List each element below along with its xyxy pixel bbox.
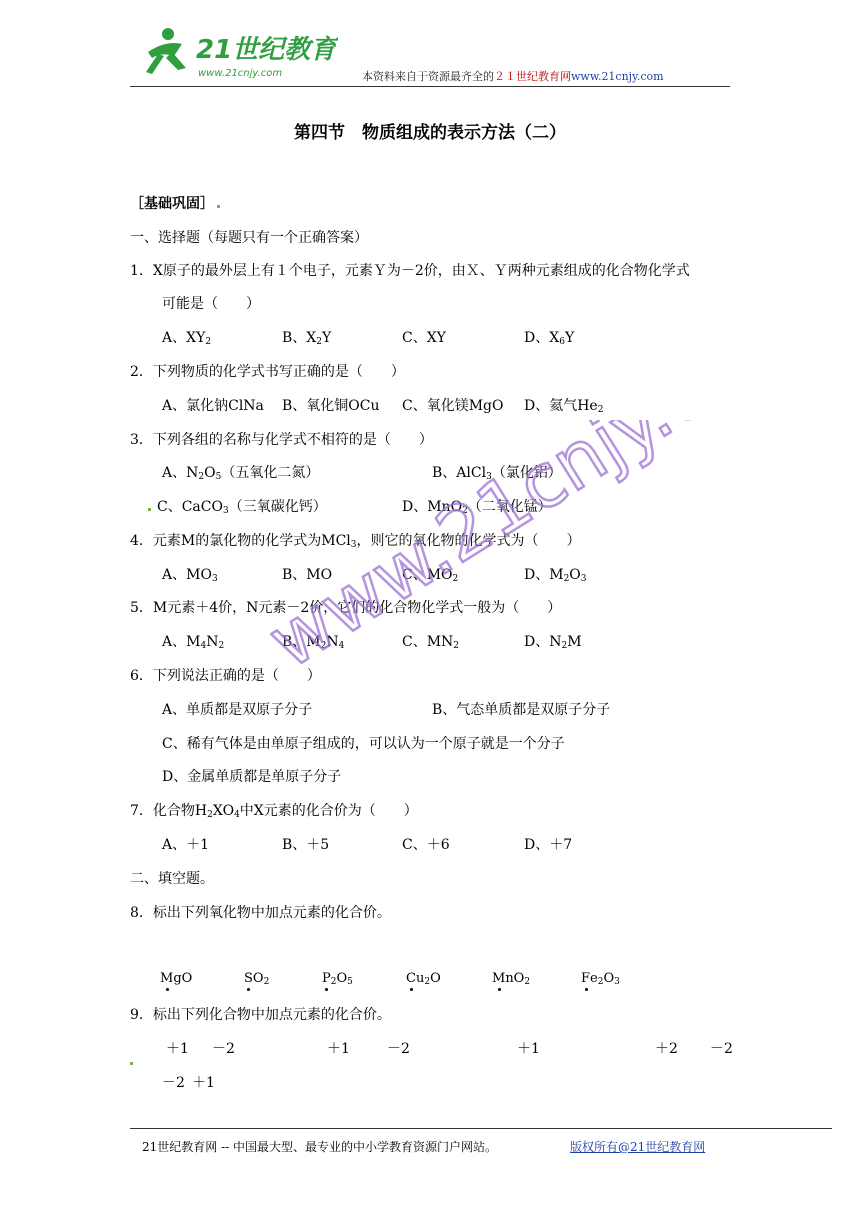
q3-option-c: C、CaCO$_3$（三氧碳化钙） xyxy=(148,497,327,521)
q4-option-d: D、$M_2O_3$ xyxy=(524,567,587,584)
q2-option-b: B、氧化铜OCu xyxy=(282,398,380,414)
q7-option-d: D、＋7 xyxy=(524,837,573,853)
runner-icon xyxy=(146,28,186,74)
q9-valence-4: －2 xyxy=(387,1041,410,1057)
watermark-text: www.21cnjy.com xyxy=(270,420,710,680)
logo-url: www.21cnjy.com xyxy=(198,68,283,79)
q9-stem: 9．标出下列化合物中加点元素的化合价。 xyxy=(130,1007,391,1023)
q5-option-b: B、$M_2N_4$ xyxy=(282,634,345,651)
q2-option-c: C、氧化镁MgO xyxy=(402,398,504,414)
q9-valence-8: －2 xyxy=(162,1075,185,1091)
q4-option-a: A、$MO_3$ xyxy=(162,567,218,584)
q9-valence-9: ＋1 xyxy=(192,1075,215,1091)
q4-stem: 4．元素M的氯化物的化学式为MCl$_3$，则它的氧化物的化学式为（ ） xyxy=(130,533,581,550)
q8-formula-2: $SO_2$ xyxy=(244,971,270,987)
q2-stem: 2．下列物质的化学式书写正确的是（ ） xyxy=(130,364,405,380)
q5-option-a: A、$M_4N_2$ xyxy=(162,634,225,651)
part1-heading: 一、选择题（每题只有一个正确答案） xyxy=(130,230,368,246)
q4-option-b: B、MO xyxy=(282,567,333,583)
section-heading xyxy=(130,193,220,213)
q9-valence-2: －2 xyxy=(212,1041,235,1057)
header-divider xyxy=(130,86,730,87)
q7-option-a: A、＋1 xyxy=(162,837,210,853)
q3-stem: 3．下列各组的名称与化学式不相符的是（ ） xyxy=(130,432,433,448)
q6-option-b: B、气态单质都是双原子分子 xyxy=(432,702,611,718)
q8-formula-1: MgO xyxy=(160,971,193,986)
q3-option-d: D、MnO$_2$（二氧化锰） xyxy=(402,499,552,516)
q7-option-b: B、＋5 xyxy=(282,837,330,853)
section-heading-text: ［基础巩固］ xyxy=(130,196,214,212)
q6-option-a: A、单质都是双原子分子 xyxy=(162,702,313,718)
logo-text: 21世纪教育 xyxy=(196,35,337,65)
q6-stem: 6．下列说法正确的是（ ） xyxy=(130,668,321,684)
site-logo xyxy=(138,22,338,84)
header-note-prefix: 本资料来自于资源最齐全的 xyxy=(362,70,494,83)
q5-stem: 5．M元素＋4价，N元素－2价，它们的化合物化学式一般为（ ） xyxy=(130,600,562,616)
q3-option-b: B、AlCl$_3$（氯化铝） xyxy=(432,465,562,482)
watermark xyxy=(270,420,710,680)
q2-option-d: D、氦气$He_2$ xyxy=(524,398,604,415)
q1-option-b: B、$X_2Y$ xyxy=(282,330,332,347)
q1-stem: 1．X原子的最外层上有１个电子，元素Ｙ为－2价，由Ｘ、Ｙ两种元素组成的化合物化学式 xyxy=(130,263,690,279)
green-dot-mark xyxy=(148,508,151,511)
q8-formula-5: MnO$_2$ xyxy=(492,971,531,987)
q8-formula-6: $Fe_2O_3$ xyxy=(581,971,620,987)
q5-option-d: D、$N_2M$ xyxy=(524,634,582,651)
q2-option-a: A、氯化钠ClNa xyxy=(162,398,264,414)
page-title: 第四节 物质组成的表示方法（二） xyxy=(294,123,566,143)
q6-option-c: C、稀有气体是由单原子组成的，可以认为一个原子就是一个分子 xyxy=(162,736,565,752)
header-note-site[interactable]: ２１世纪教育网 xyxy=(494,70,571,83)
q1-stem-cont: 可能是（ ） xyxy=(162,296,260,312)
footer-copyright-link[interactable]: 版权所有@21世纪教育网 xyxy=(570,1140,706,1154)
q4-option-c: C、$MO_2$ xyxy=(402,567,459,584)
q1-option-c: C、XY xyxy=(402,330,446,346)
q1-option-a: A、$XY_2$ xyxy=(162,330,212,347)
green-dot-mark xyxy=(217,205,220,208)
q8-stem: 8．标出下列氧化物中加点元素的化合价。 xyxy=(130,905,391,921)
green-dot-mark xyxy=(130,1050,133,1069)
q9-valence-7: －2 xyxy=(710,1041,733,1057)
part2-heading: 二、填空题。 xyxy=(130,871,214,887)
q1-option-d: D、$X_6Y$ xyxy=(524,330,575,347)
q9-valence-6: ＋2 xyxy=(655,1041,678,1057)
q9-valence-3: ＋1 xyxy=(327,1041,350,1057)
q5-option-c: C、$MN_2$ xyxy=(402,634,460,651)
header-note xyxy=(362,68,664,84)
footer-text: 21世纪教育网 -- 中国最大型、最专业的中小学教育资源门户网站。 xyxy=(142,1140,498,1154)
q7-option-c: C、＋6 xyxy=(402,837,450,853)
q6-option-d: D、金属单质都是单原子分子 xyxy=(162,769,342,785)
q7-stem: 7．化合物$H_2XO_4$中X元素的化合价为（ ） xyxy=(130,803,418,820)
q9-valence-5: ＋1 xyxy=(517,1041,540,1057)
q8-formula-4: $Cu_2O$ xyxy=(406,971,441,987)
header-note-url[interactable]: www.21cnjy.com xyxy=(571,70,664,83)
q8-formula-3: $P_2O_5$ xyxy=(322,971,353,987)
q3-option-a: A、$N_2O_5$（五氧化二氮） xyxy=(162,465,320,482)
footer-divider xyxy=(130,1128,832,1129)
q9-valence-1: ＋1 xyxy=(166,1041,189,1057)
